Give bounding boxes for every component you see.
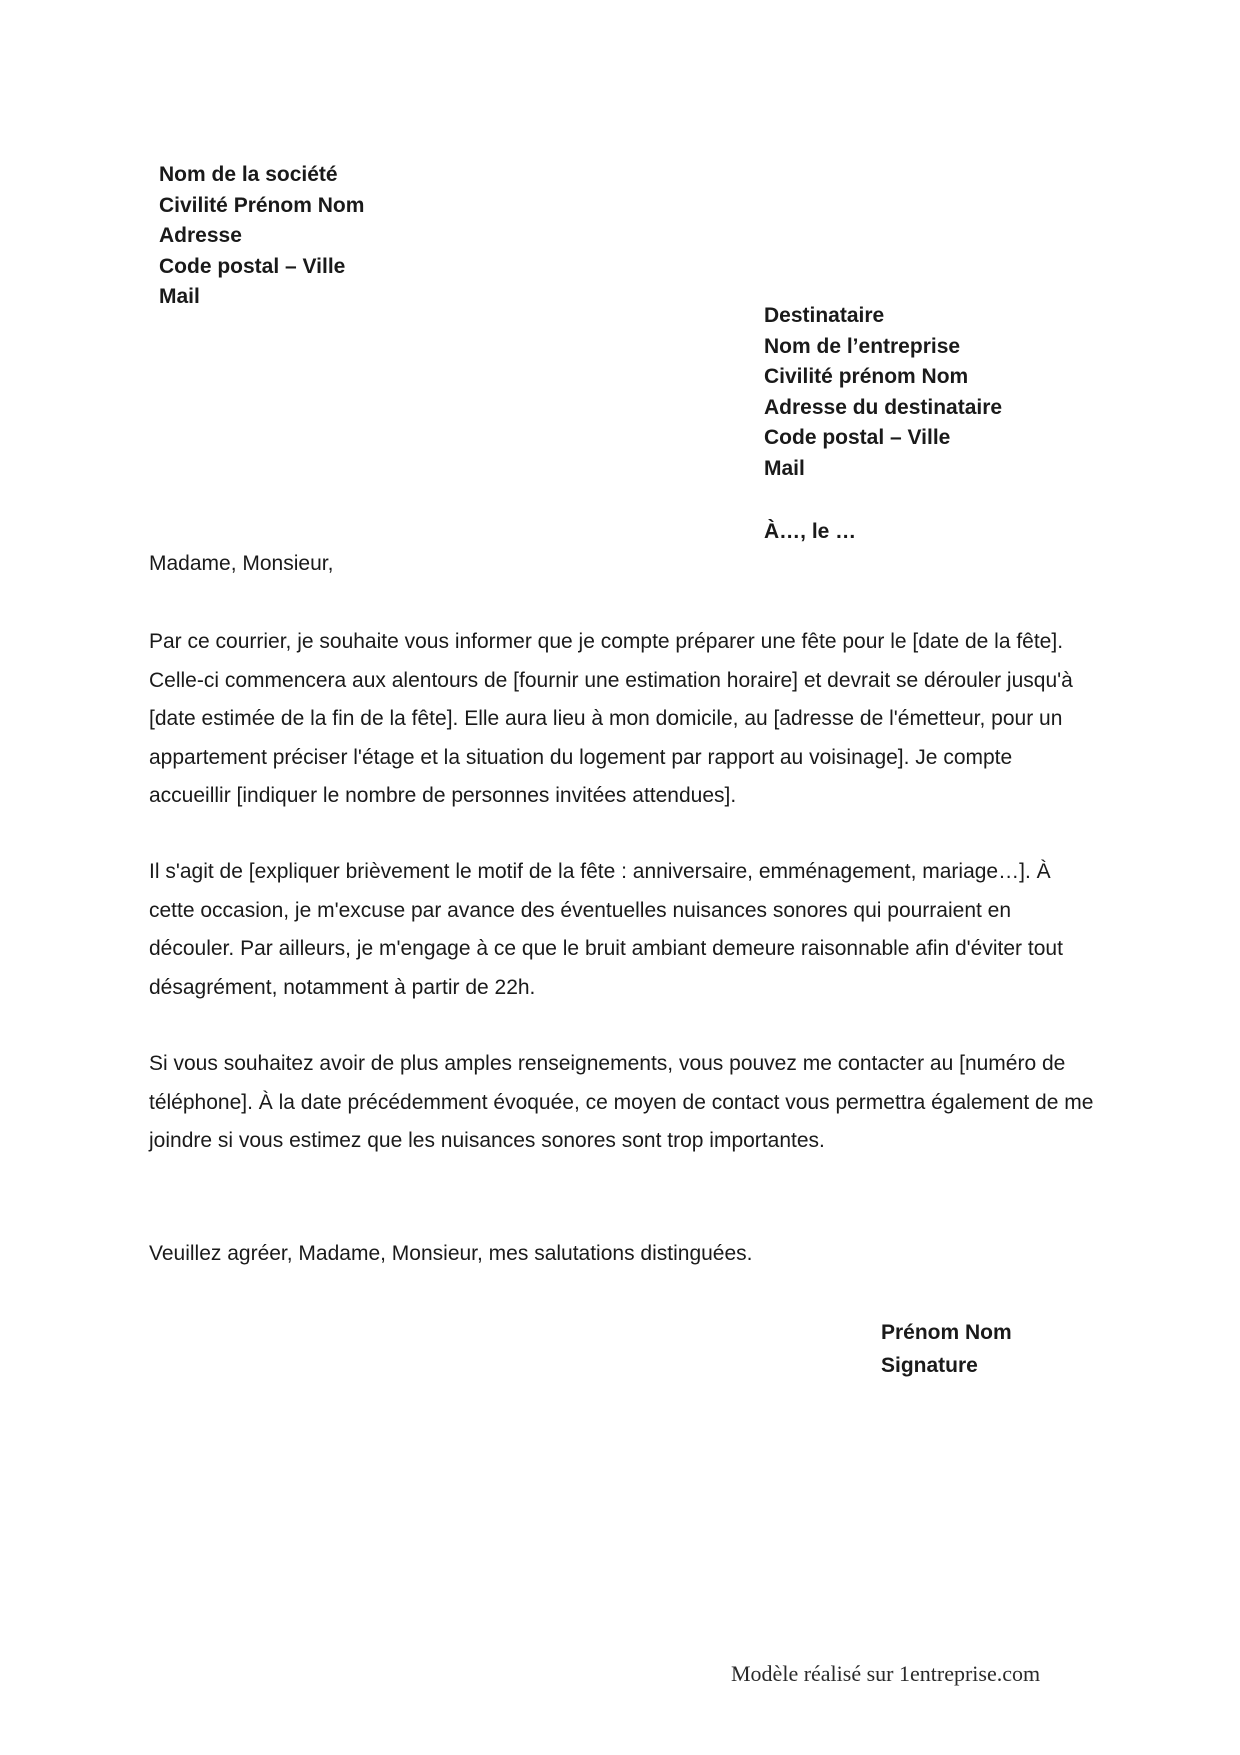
signature-name: Prénom Nom <box>881 1321 1012 1344</box>
recipient-heading: Destinataire <box>764 304 885 327</box>
recipient-mail: Mail <box>764 456 805 480</box>
sender-company: Nom de la société <box>159 163 338 186</box>
closing-formula: Veuillez agréer, Madame, Monsieur, mes salutations distinguées. <box>149 1242 753 1265</box>
body-paragraph-3 <box>149 1045 1095 1161</box>
sender-address: Adresse <box>159 224 242 247</box>
paragraph-text: Par ce courrier, je souhaite vous informer que je compte préparer une fête pour le [date de la fête]. Celle-ci commencera aux alentours de [fournir une estimation horaire] et devrait se dérouler jusqu'à [date estimée de la fin de la fête]. Elle aura lieu à mon domicile, au [adresse de l'émetteur, pour un appartement préciser l'étage et la situation du logement par rapport au voisinage]. Je compte accueillir [indiquer le nombre de personnes invitées attendues]. <box>149 630 1073 807</box>
recipient-address: Adresse du destinataire <box>764 395 1003 419</box>
body-paragraph-2 <box>149 853 1095 1007</box>
recipient-company: Nom de l’entreprise <box>764 334 961 358</box>
place-date: À…, le … <box>764 520 857 543</box>
salutation: Madame, Monsieur, <box>149 552 334 575</box>
signature-label: Signature <box>881 1354 978 1377</box>
sender-postal-city: Code postal – Ville <box>159 254 346 278</box>
signature-block <box>881 1316 1012 1382</box>
footer-credit: Modèle réalisé sur 1entreprise.com <box>731 1661 1041 1686</box>
sender-block <box>159 160 364 313</box>
paragraph-text: Il s'agit de [expliquer brièvement le motif de la fête : anniversaire, emménagement, mariage…]. À cette occasion, je m'excuse par avance des éventuelles nuisances sonores qui pourraient en découler. Par ailleurs, je m'engage à ce que le bruit ambiant demeure raisonnable afin d'éviter tout désagrément, notamment à partir de 22h. <box>149 860 1063 999</box>
body-paragraph-1 <box>149 623 1095 816</box>
sender-name: Civilité Prénom Nom <box>159 193 365 217</box>
recipient-block <box>764 301 1002 484</box>
recipient-postal-city: Code postal – Ville <box>764 426 951 449</box>
paragraph-text: Si vous souhaitez avoir de plus amples renseignements, vous pouvez me contacter au [numéro de téléphone]. À la date précédemment évoquée, ce moyen de contact vous permettra également de me joindre si vous estimez que les nuisances sonores sont trop importantes. <box>149 1052 1094 1152</box>
sender-mail: Mail <box>159 285 200 308</box>
recipient-name: Civilité prénom Nom <box>764 365 969 388</box>
